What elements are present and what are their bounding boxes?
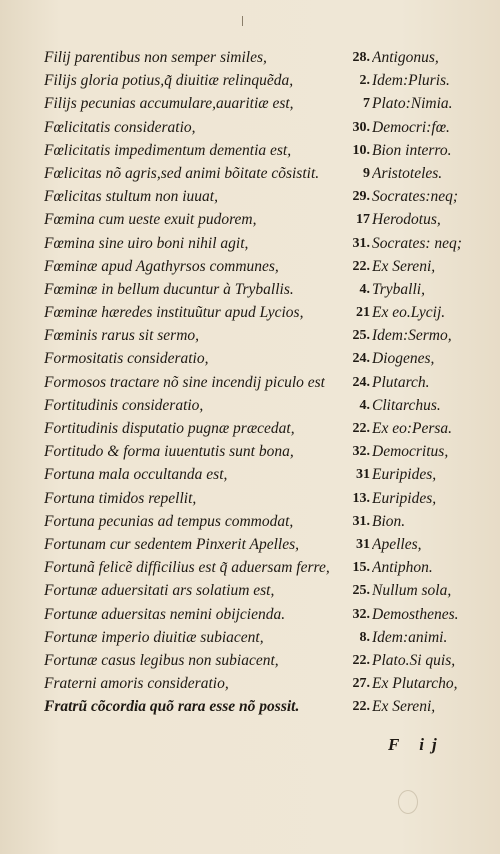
index-entry <box>28 417 490 440</box>
entry-text: Fœlicitatis impedimentum dementia est, <box>44 141 292 159</box>
index-entry <box>28 579 490 602</box>
entry-text: Fœlicitas stultum non iuuat, <box>44 188 218 206</box>
entry-reference: Aristoteles. <box>372 164 443 182</box>
entry-number: 27. <box>352 676 370 692</box>
entry-number: 31. <box>352 235 370 251</box>
entry-number: 15. <box>352 560 370 576</box>
entry-text: Fœminæ apud Agathyrsos communes, <box>44 257 279 275</box>
index-entry <box>28 672 490 695</box>
entry-number: 8. <box>359 629 370 645</box>
index-entry <box>28 301 490 324</box>
entry-text: Fœmina sine uiro boni nihil agit, <box>44 234 249 252</box>
entry-text: Fortitudo & forma iuuentutis sunt bona, <box>44 443 294 461</box>
entry-reference: Clitarchus. <box>372 396 441 414</box>
index-entry <box>28 695 490 718</box>
entry-number: 4. <box>359 397 370 413</box>
entry-reference: Diogenes, <box>372 350 435 368</box>
index-entry <box>28 324 490 347</box>
margin-mark <box>242 16 243 26</box>
entry-number: 31. <box>352 513 370 529</box>
entry-reference: Ex Sereni, <box>372 698 436 716</box>
entry-reference: Ex Plutarcho, <box>372 675 458 693</box>
entry-reference: Plato:Nimia. <box>372 95 453 113</box>
entry-reference: Euripides, <box>372 489 437 507</box>
signature-mark: F ij <box>388 735 445 754</box>
entry-reference: Democritus, <box>372 443 449 461</box>
index-entry <box>28 139 490 162</box>
entry-text: Fortunæ casus legibus non subiacent, <box>44 651 279 669</box>
entry-reference: Plato.Si quis, <box>372 651 456 669</box>
entry-reference: Socrates:neq; <box>372 188 459 206</box>
entry-number: 32. <box>352 444 370 460</box>
entry-reference: Plutarch. <box>372 373 430 391</box>
entry-number: 17 <box>356 212 370 228</box>
entry-reference: Bion. <box>372 512 406 530</box>
index-entry <box>28 649 490 672</box>
entry-reference: Apelles, <box>372 535 422 553</box>
entry-number: 29. <box>352 189 370 205</box>
entry-number: 28. <box>352 50 370 65</box>
entry-number: 22. <box>352 258 370 274</box>
index-entry <box>28 603 490 626</box>
entry-text: Filijs gloria potius,q̃ diuitiæ relinquẽda, <box>44 72 294 90</box>
entry-text: Fortitudinis consideratio, <box>44 396 204 414</box>
index-entry <box>28 440 490 463</box>
entry-text: Fœminæ hæredes instituũtur apud Lycios, <box>44 304 304 322</box>
entry-reference: Ex eo.Lycij. <box>372 304 446 322</box>
index-entry <box>28 232 490 255</box>
entry-text: Fœlicitas nõ agris,sed animi bõitate cõsistit. <box>44 164 320 182</box>
index-entry <box>28 463 490 486</box>
entry-number: 24. <box>352 374 370 390</box>
index-entry <box>28 371 490 394</box>
index-entry <box>28 556 490 579</box>
index-entry <box>28 46 490 69</box>
index-entry <box>28 626 490 649</box>
entry-text: Fraterni amoris consideratio, <box>44 675 229 693</box>
entry-number: 31 <box>356 536 370 552</box>
page-stain <box>398 790 418 814</box>
entry-reference: Ex Sereni, <box>372 257 436 275</box>
entry-number: 31 <box>356 467 370 483</box>
entry-reference: Antigonus, <box>372 49 439 66</box>
entry-text: Filijs pecunias accumulare,auaritiæ est, <box>44 95 294 113</box>
index-entry <box>28 185 490 208</box>
entry-number: 9 <box>363 165 370 181</box>
entry-reference: Euripides, <box>372 466 437 484</box>
entry-text: Fortuna mala occultanda est, <box>44 466 228 484</box>
entry-text: Fratrũ cõcordia quõ rara esse nõ possit. <box>44 698 300 716</box>
entry-reference: Democri:fœ. <box>372 118 450 136</box>
entry-text: Fortunæ aduersitas nemini obijcienda. <box>44 605 286 623</box>
index-entries <box>28 46 490 718</box>
entry-number: 22. <box>352 699 370 715</box>
entry-reference: Nullum sola, <box>372 582 452 600</box>
entry-text: Fœmina cum ueste exuit pudorem, <box>44 211 257 229</box>
entry-reference: Socrates: neq; <box>372 234 462 252</box>
entry-number: 4. <box>359 281 370 297</box>
index-entry <box>28 162 490 185</box>
entry-number: 2. <box>359 73 370 89</box>
index-entry <box>28 533 490 556</box>
entry-number: 7 <box>363 96 370 112</box>
entry-number: 13. <box>352 490 370 506</box>
entry-text: Formosos tractare nõ sine incendij piculo est <box>44 373 325 391</box>
entry-text: Fortuna pecunias ad tempus commodat, <box>44 512 294 530</box>
entry-text: Fortunæ imperio diuitiæ subiacent, <box>44 628 264 646</box>
entry-text: Fœminis rarus sit sermo, <box>44 327 200 345</box>
entry-reference: Idem:Pluris. <box>372 72 450 90</box>
entry-reference: Bion interro. <box>372 141 452 159</box>
entry-text: Formositatis consideratio, <box>44 350 209 368</box>
entry-text: Fortunã felicẽ difficilius est q̃ aduersam ferre, <box>44 559 330 577</box>
index-entry <box>28 255 490 278</box>
index-entry <box>28 208 490 231</box>
index-entry <box>28 92 490 115</box>
entry-text: Fortitudinis disputatio pugnæ præcedat, <box>44 420 295 437</box>
index-entry <box>28 510 490 533</box>
index-entry <box>28 69 490 92</box>
entry-text: Fortunam cur sedentem Pinxerit Apelles, <box>44 535 299 553</box>
entry-text: Fortuna timidos repellit, <box>44 489 197 507</box>
entry-text: Fortunæ aduersitati ars solatium est, <box>44 582 275 600</box>
entry-reference: Idem:animi. <box>372 628 448 646</box>
entry-number: 25. <box>352 583 370 599</box>
index-entry <box>28 487 490 510</box>
entry-number: 22. <box>352 652 370 668</box>
entry-text: Filij parentibus non semper similes, <box>44 49 267 66</box>
entry-number: 24. <box>352 351 370 367</box>
entry-reference: Demosthenes. <box>372 605 459 623</box>
index-entry <box>28 116 490 139</box>
entry-reference: Tryballi, <box>372 280 425 298</box>
entry-number: 25. <box>352 328 370 344</box>
entry-number: 30. <box>352 119 370 135</box>
entry-reference: Idem:Sermo, <box>372 327 452 345</box>
entry-text: Fœlicitatis consideratio, <box>44 118 196 136</box>
entry-number: 32. <box>352 606 370 622</box>
entry-reference: Herodotus, <box>372 211 441 229</box>
entry-reference: Ex eo:Persa. <box>372 420 453 437</box>
index-entry <box>28 278 490 301</box>
entry-text: Fœminæ in bellum ducuntur à Tryballis. <box>44 280 294 298</box>
index-entry <box>28 347 490 370</box>
entry-number: 10. <box>352 142 370 158</box>
entry-number: 22. <box>352 421 370 436</box>
entry-reference: Antiphon. <box>372 559 433 577</box>
index-entry <box>28 394 490 417</box>
entry-number: 21 <box>356 305 370 321</box>
